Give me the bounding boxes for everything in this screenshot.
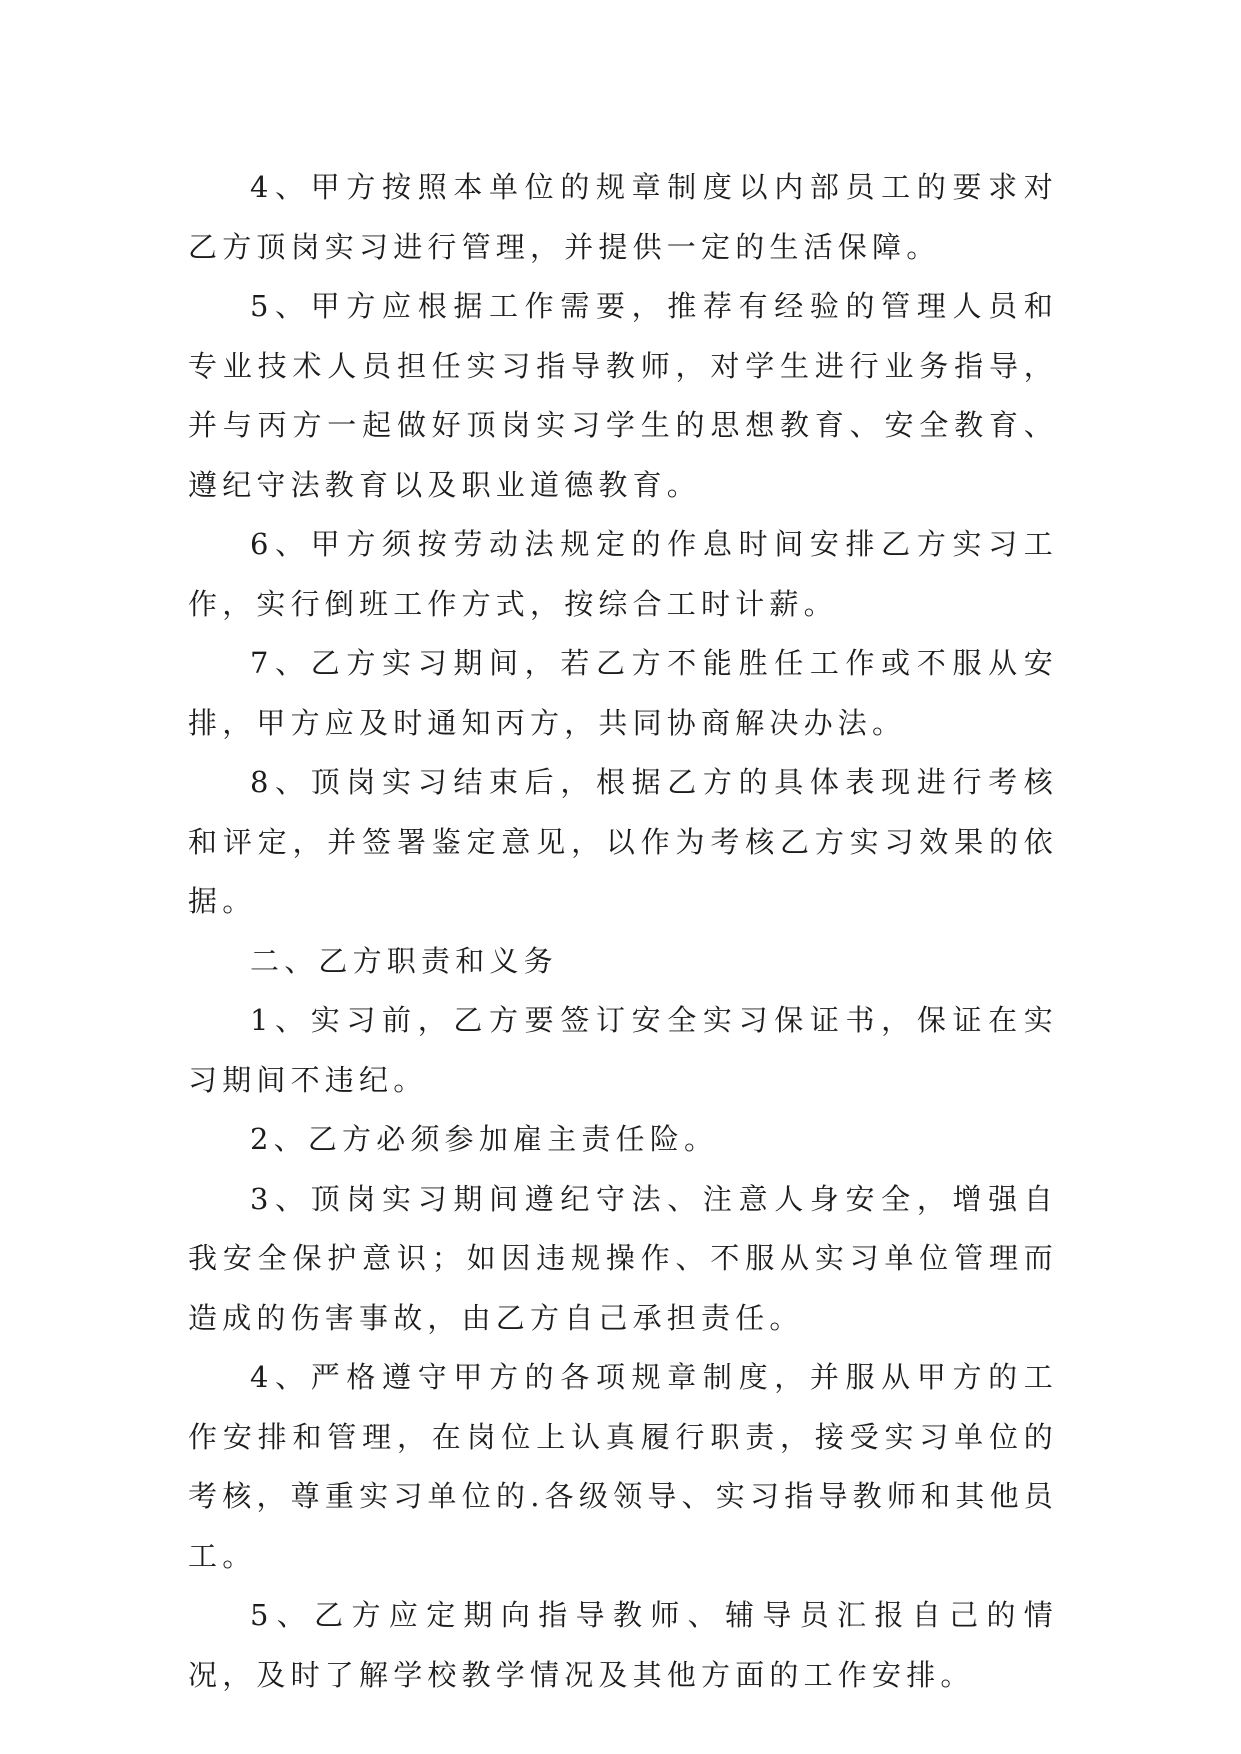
clause-paragraph: 7、乙方实习期间，若乙方不能胜任工作或不服从安排，甲方应及时通知丙方，共同协商解决办法。 [188,646,1058,740]
clause-paragraph: 4、严格遵守甲方的各项规章制度，并服从甲方的工作安排和管理，在岗位上认真履行职责，接受实习单位的考核，尊重实习单位的.各级领导、实习指导教师和其他员工。 [188,1360,1058,1573]
clause-paragraph: 4、甲方按照本单位的规章制度以内部员工的要求对乙方顶岗实习进行管理，并提供一定的生活保障。 [188,170,1058,264]
clause-paragraph: 2、乙方必须参加雇主责任险。 [250,1122,719,1156]
clause-paragraph: 8、顶岗实习结束后，根据乙方的具体表现进行考核和评定，并签署鉴定意见，以作为考核乙方实习效果的依据。 [188,765,1058,918]
clause-paragraph: 6、甲方须按劳动法规定的作息时间安排乙方实习工作，实行倒班工作方式，按综合工时计薪。 [188,527,1058,621]
document-body [188,158,1058,1705]
clause-paragraph: 5、乙方应定期向指导教师、辅导员汇报自己的情况，及时了解学校教学情况及其他方面的工作安排。 [188,1598,1058,1692]
clause-paragraph: 5、甲方应根据工作需要，推荐有经验的管理人员和专业技术人员担任实习指导教师，对学生进行业务指导，并与丙方一起做好顶岗实习学生的思想教育、安全教育、遵纪守法教育以及职业道德教育。 [188,289,1058,502]
clause-paragraph: 3、顶岗实习期间遵纪守法、注意人身安全，增强自我安全保护意识；如因违规操作、不服从实习单位管理而造成的伤害事故，由乙方自己承担责任。 [188,1181,1058,1335]
clause-paragraph: 1、实习前，乙方要签订安全实习保证书，保证在实习期间不违纪。 [188,1003,1058,1097]
section-heading: 二、乙方职责和义务 [250,943,558,978]
